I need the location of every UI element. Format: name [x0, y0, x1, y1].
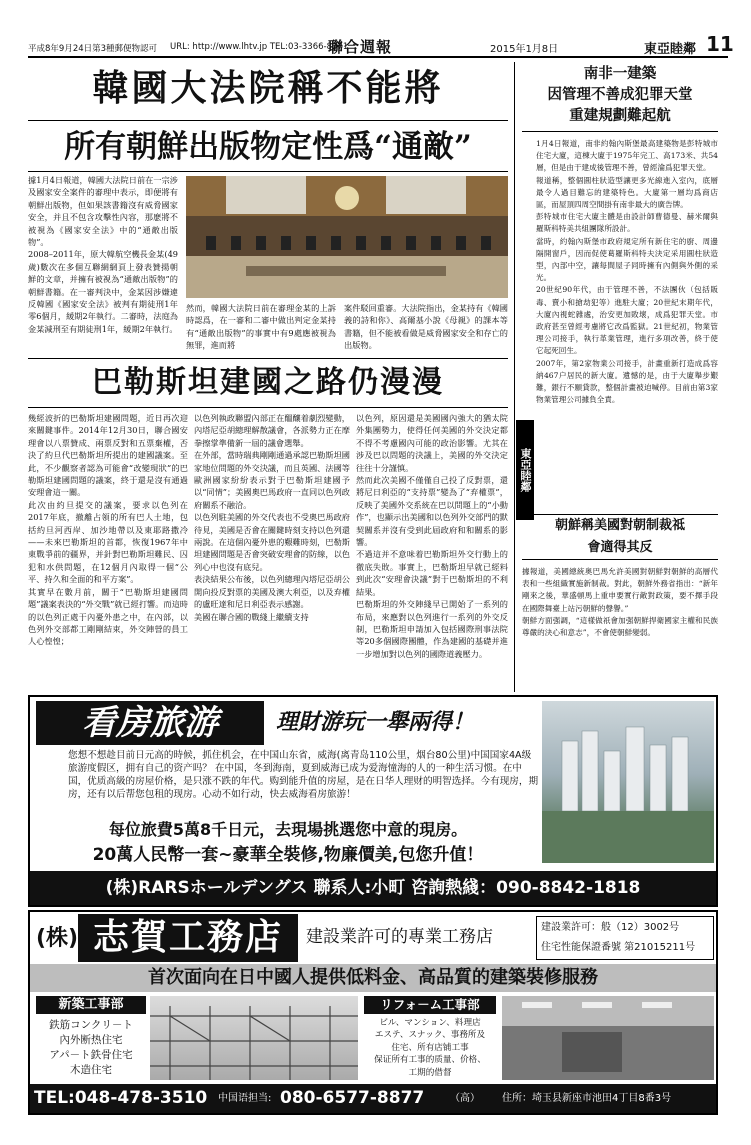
construction-ad	[28, 910, 718, 1115]
travel-ad-price: 每位旅費5萬8千日元，去現場挑選您中意的現房。	[108, 820, 468, 839]
divider	[28, 358, 508, 359]
column-divider	[514, 62, 515, 692]
office-address: 住所：埼玉县新座市池田4丁目8番3号	[502, 1093, 672, 1104]
new-build-title: 新築工事部	[36, 996, 146, 1014]
courtroom-photo	[186, 176, 508, 298]
main-body-col1: 據1月4日報道，韓國大法院日前在一宗涉及國家安全案件的審理中表示，即便將有朝鮮出版物，但如果該書籍沒有威脅國家安全，并且不包含攻擊性內容，那麽將不被視為《國家安全法》中的“通敵出版物”。 2008–2011年，原大韓航空機長金某(49歲)數次在多個互聯網網頁上發表贊揚朝鮮的文章，并擁有被視為“通敵出版物”的朝鮮書籍。在一審判決中，金某因涉嫌違反韓國《國家安全法》被判有期徒刑1年零6個月，緩期2年執行。二審時，法庭為金某減刑至有期徒刑1年，緩期2年執行。	[28, 175, 178, 334]
interior-photo	[502, 996, 714, 1080]
south-africa-headline-line1: 南非一建築	[583, 66, 657, 82]
office-tel: TEL:048-478-3510	[34, 1088, 208, 1108]
interior-illustration	[502, 996, 714, 1080]
travel-ad-title: 看房旅游	[36, 701, 264, 745]
palestine-col2: 以色列執政聯盟內部正在醞釀着劇烈變動，內塔尼亞胡總理解散議會，各派勢力正在摩拳擦掌準備新一屆的議會選舉。 在外部，當時瑞典剛剛通過承認巴勒斯坦國家地位問題的外交決議，而且英國、法國等歐洲國家紛紛表示對于巴勒斯坦建國予以“同情”；美國奧巴馬政府一直同以色列政府關系不融洽。 以色列駐美國的外交代表也不受奧巴馬政府待見，美國是否會在關鍵時刻支持以色列還兩說。在這個內憂外患的艱難時刻，巴勒斯坦建國問題是否會突破安理會的防線，以色列心中也沒有底兒。 表決結果公布後，以色列總理內塔尼亞胡公開向投反對票的美國及澳大利亞，以及弃權的盧旺達和尼日利亞表示感謝。 美國在聯合國的戰綫上繼續支持	[194, 413, 350, 622]
chinese-contact-tel: 080-6577-8877	[280, 1088, 425, 1108]
travel-ad-body: 您想不想趁目前日元高的時候，抓住机会，在中国山东省，威海(离青岛110公里，烟台80公里)中国国家4A级旅游度假区，拥有自己的资产吗？ 在中国，冬到海南，夏到威海已成为爱海憧海的人的一种生活习惯。在中国，优质高級的房屋价格，是只涨不跌的年代。购到能升值的房屋，是在日华人理财的明智选择。今有现房，期房，还有以后帮您包租的现房。心动不如行动，快去威海看房旅游！	[68, 750, 539, 800]
south-africa-headline-line2: 因管理不善成犯罪天堂	[547, 87, 693, 103]
south-africa-headline	[522, 64, 718, 132]
travel-ad-contact: (株)RARSホールデングス 聯系人:小町 咨詢熱綫：090-8842-1818	[30, 871, 716, 905]
main-body-col3: 案件駁回重審。大法院指出，金某持有《韓國義的詩和你》、高爾基小說《母親》的課本等書籍，但不能被看做是威脅國家安全和存亡的出版物。	[344, 303, 508, 351]
page-header	[28, 32, 734, 58]
url-text: URL: http://www.lhtv.jp TEL:03-3366-8071	[170, 42, 349, 52]
courtroom-illustration	[186, 176, 508, 298]
license-line1: 建設業許可：般（12）3002号	[541, 922, 680, 933]
north-korea-headline	[522, 514, 718, 560]
permit-text: 平成8年9月24日第3種郵便物認可	[28, 44, 158, 54]
main-subhead: 所有朝鮮出版物定性爲“通敵”	[28, 120, 508, 172]
main-headline: 韓國大法院稱不能將	[92, 68, 444, 109]
issue-date: 2015年1月8日	[490, 44, 559, 55]
reform-items: ビル、マンション、料理店 エステ、スナック、事務所及 住宅、所有店铺工事 保证所有工事的质量、价格、 工期的借督	[374, 1018, 486, 1078]
north-korea-headline-line1: 朝鮮稱美國對朝制裁祗	[554, 518, 685, 533]
new-build-dept	[36, 996, 146, 1080]
south-africa-headline-line3: 重建規劃難起航	[569, 108, 671, 124]
palestine-headline: 巴勒斯坦建國之路仍漫漫	[28, 360, 508, 408]
palestine-col1: 幾經波折的巴勒斯坦建國問題，近日再次迎來關鍵事件。2014年12月30日，聯合國安理會以八票贊成、兩票反對和五票棄權，否決了約旦代巴勒斯坦所提出的建國議案。至此，不少觀察者認為可能會“改變現狀”的巴勒斯坦建國問題的議案，終于還是沒有通過安理會這一關。 此次由約旦提交的議案，要求以色列在2017年底，撤離占領的所有巴人土地，包括約旦河西岸、加沙地帶以及東耶路撒冷——未來巴勒斯坦的首都，恢復1967年中東戰爭前的疆界，并針對巴勒斯坦難民、囚犯和水供問題，在12個月內取得一個“公平、持久和全面的和平方案”。 其實早在數月前，關于“巴勒斯坦建國問題”議案表決的“外交戰”就已經打響。而這時的以色列正處于內憂外患之中，在內部，以色列外交部都工剛剛結束，外交陣營的員工人心惶惶；	[28, 413, 188, 647]
paper-name: 聯合週報	[328, 38, 393, 56]
page-number: 11	[706, 32, 734, 56]
new-build-items: 鉄筋コンクリ－ト 內外断热住宅 アパ－ト鉄骨住宅 木造住宅	[49, 1019, 133, 1076]
chinese-contact-label: 中国语担当:	[218, 1093, 272, 1104]
travel-ad-offer: 20萬人民幣一套~豪華全裝修,物廉價美,包您升值！	[92, 845, 484, 865]
section-name: 東亞睦鄰	[644, 42, 697, 57]
company-name: 志賀工務店	[78, 914, 298, 962]
reform-title: リフォ－ム工事部	[364, 996, 496, 1014]
resort-photo	[542, 701, 714, 863]
south-africa-body: 1月4日報道，南非約翰內斯堡最高建築物是彭特城市住宅大廈，這棟大廈于1975年完工、高173米、共54層，但是由于建成後管理不善，曾經淪爲犯罪天堂。 報道稱，整個圓柱狀造型讓更多光線進入室內，底層最令人過目難忘的建築特色。大廈第一層均爲商店區，而屋頂四周空間掛有南非最大的廣告牌。 彭特城市住宅大廈主體是由設計師曹德曼、赫米爾與羅斯科特美共組團隊所設計。 當時，約翰內斯堡市政府規定所有新住宅的廚、周邊隔開窗戶，因而促使葛羅斯科特夫決定采用圓柱狀造型，內部中空，讓每間屋子同時擁有內側與外側的采光。 20世紀90年代，由于管理不善，不法團伙（包括販毒、賣小和搶劫犯等）進駐大廈；20世紀末期年代，大廈內視蛇雜處，治安更加敗壞，成爲犯罪天堂。市政府甚至曾經考慮將它改爲監獄。21世紀初，物業管理公司接手，執行革業管理，進行多項改善，終于使它起死回生。 2007年，第2家物業公司接手，計畫重新打造成爲容納467户居民的新大廈。遺憾的是，由于大廈舉步艱難，銀行不願貸款，整個計畫被迫喊停。目前由第3家物業管理公司據負全責。	[536, 139, 718, 405]
service-banner: 首次面向在日中國人提供低料金、高品質的建築裝修服務	[30, 964, 716, 992]
contact-bar	[30, 1084, 716, 1113]
reform-dept	[364, 996, 496, 1080]
palestine-col3: 以色列，原因還是美國國內強大的猶太院外集團勢力，使得任何美國的外交決定都不得不考慮國內可能的政治影響。尤其在涉及巴以問題的決議上，美國的外交決定往往十分謹慎。 然而此次美國不僅僅自己投了反對票，還將尼日利亞的“支持票”變為了“弃權票”，反映了美國外交系統在巴以問題上的“小動作”，也顯示出美國和以色列外交部門的默契關系并沒有受到此屆政府和和關系的影響。 不過這并不意味着巴勒斯坦外交行動上的徹底失敗。事實上，巴勒斯坦早就已經料到此次“安理會決議”對于巴勒斯坦的不利結果。 巴勒斯坦的外交陣綫早已開始了一系列的布局，來應對以色列進行一系列的外交反制，巴勒斯坦申請加入包括國際刑事法院等20多個國際團體，作為建國的基礎并進一步增加對以色列的國際道義壓力。	[356, 413, 508, 659]
resort-illustration	[542, 701, 714, 863]
main-body-col2: 然而，韓國大法院日前在審理金某的上訴時認爲，在一審和二審中做出判定金某持有“通敵出版物”的事實中有9處應被視為無罪，進而將	[186, 303, 336, 351]
travel-ad-slogan: 理財游玩一舉兩得！	[276, 710, 475, 735]
company-prefix: (株)	[36, 926, 79, 951]
scaffold-illustration	[150, 996, 358, 1080]
license-line2: 住宅性能保證番號 第21015211号	[541, 942, 696, 953]
construction-photo	[150, 996, 358, 1080]
chinese-contact-name: （高）	[450, 1093, 480, 1104]
travel-ad	[28, 695, 718, 907]
north-korea-body: 據報道，美國總統奥巴馬允許美國對朝鮮對朝鮮的高層代表和一些組織實施新制裁。對此，朝鮮外務省指出：“新年剛來之後，華盛頓馬上重申要實行敵對政策，要不擇手段在國際舞臺上站污朝鮮的聲譽。” 朝鮮方面强調，“這樣做祇會加强朝鮮捍衛國家主權和民族尊嚴的決心和意志”，不會使朝鮮變弱。	[522, 567, 718, 638]
section-vertical-label: 東亞睦鄰	[516, 420, 534, 520]
license-box	[536, 916, 714, 960]
company-tagline: 建設業許可的專業工務店	[306, 927, 493, 947]
north-korea-headline-line2: 會適得其反	[587, 540, 653, 555]
